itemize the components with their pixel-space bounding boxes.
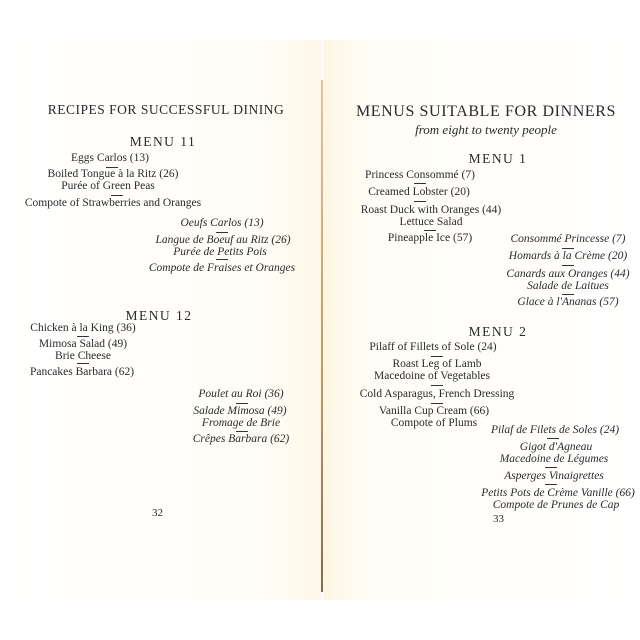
dish-french: Langue de Boeuf au Ritz (26) — [155, 234, 291, 246]
dish-english: Compote of Plums — [390, 417, 478, 429]
course-separator — [562, 265, 574, 266]
course-separator — [216, 259, 228, 260]
dish-english: Chicken à la King (36) — [30, 322, 136, 334]
dish-english: Pilaff of Fillets of Sole (24) — [369, 341, 497, 353]
running-header: RECIPES FOR SUCCESSFUL DINING — [47, 102, 285, 117]
dish-english: Vanilla Cup Cream (66) — [378, 405, 490, 417]
dish-french: Asperges Vinaigrettes — [504, 470, 604, 482]
dish-english: Princess Consommé (7) — [365, 169, 475, 181]
course-separator — [216, 232, 228, 233]
dish-french: Fromage de Brie — [201, 417, 281, 429]
dish-french: Poulet au Roi (36) — [198, 388, 284, 400]
dish-french: Gigot d'Agneau — [519, 441, 593, 453]
dish-french: Glace à l'Ananas (57) — [517, 296, 619, 308]
dish-french: Purée de Petits Pois — [173, 246, 267, 258]
course-separator — [547, 438, 559, 439]
dish-french: Salade de Laitues — [527, 280, 609, 292]
dish-english: Cold Asparagus, French Dressing — [359, 388, 515, 400]
course-separator — [545, 484, 557, 485]
course-separator — [562, 248, 574, 249]
course-separator — [236, 403, 248, 404]
course-separator — [414, 201, 426, 202]
page-number: 32 — [152, 507, 163, 519]
dish-french: Compote de Prunes de Cap — [492, 499, 620, 511]
course-separator — [414, 183, 426, 184]
book-gutter — [321, 80, 323, 592]
menu-title: MENU 2 — [468, 324, 528, 339]
course-separator — [431, 385, 443, 386]
menu-title: MENU 12 — [125, 308, 193, 323]
dish-english: Purée of Green Peas — [61, 180, 155, 192]
dish-french: Crêpes Barbara (62) — [192, 433, 290, 445]
course-separator — [424, 230, 436, 231]
dish-english: Compote of Strawberries and Oranges — [24, 197, 202, 209]
dish-french: Macedoine de Légumes — [499, 453, 609, 465]
dish-english: Eggs Carlos (13) — [71, 152, 149, 164]
course-separator — [562, 294, 574, 295]
running-header: MENUS SUITABLE FOR DINNERS — [355, 103, 617, 120]
dish-english: Roast Leg of Lamb — [392, 358, 482, 370]
dish-english: Boiled Tongue à la Ritz (26) — [47, 168, 179, 180]
menu-title: MENU 11 — [129, 134, 197, 149]
page-number: 33 — [493, 513, 504, 525]
course-separator — [431, 356, 443, 357]
dish-french: Petits Pots de Crème Vanille (66) — [481, 487, 635, 499]
dish-french: Compote de Fraises et Oranges — [148, 262, 296, 274]
dish-english: Mimosa Salad (49) — [38, 338, 128, 350]
course-separator — [77, 363, 89, 364]
dish-english: Macedoine of Vegetables — [373, 370, 491, 382]
dish-french: Canards aux Oranges (44) — [506, 268, 630, 280]
dish-french: Pilaf de Filets de Soles (24) — [490, 424, 620, 436]
dish-french: Homards à la Crème (20) — [508, 250, 628, 262]
dish-french: Oeufs Carlos (13) — [180, 217, 264, 229]
course-separator — [77, 336, 89, 337]
dish-english: Lettuce Salad — [399, 216, 463, 228]
course-separator — [545, 467, 557, 468]
dish-english: Brie Cheese — [55, 350, 111, 362]
course-separator — [111, 195, 123, 196]
dish-french: Consommé Princesse (7) — [510, 233, 626, 245]
subtitle: from eight to twenty people — [415, 122, 557, 137]
menu-title: MENU 1 — [468, 151, 528, 166]
dish-english: Roast Duck with Oranges (44) — [360, 204, 502, 216]
dish-french: Salade Mimosa (49) — [193, 405, 287, 417]
dish-english: Pancakes Barbara (62) — [29, 366, 135, 378]
dish-english: Pineapple Ice (57) — [387, 232, 473, 244]
course-separator — [236, 431, 248, 432]
course-separator — [431, 403, 443, 404]
dish-english: Creamed Lobster (20) — [368, 186, 470, 198]
